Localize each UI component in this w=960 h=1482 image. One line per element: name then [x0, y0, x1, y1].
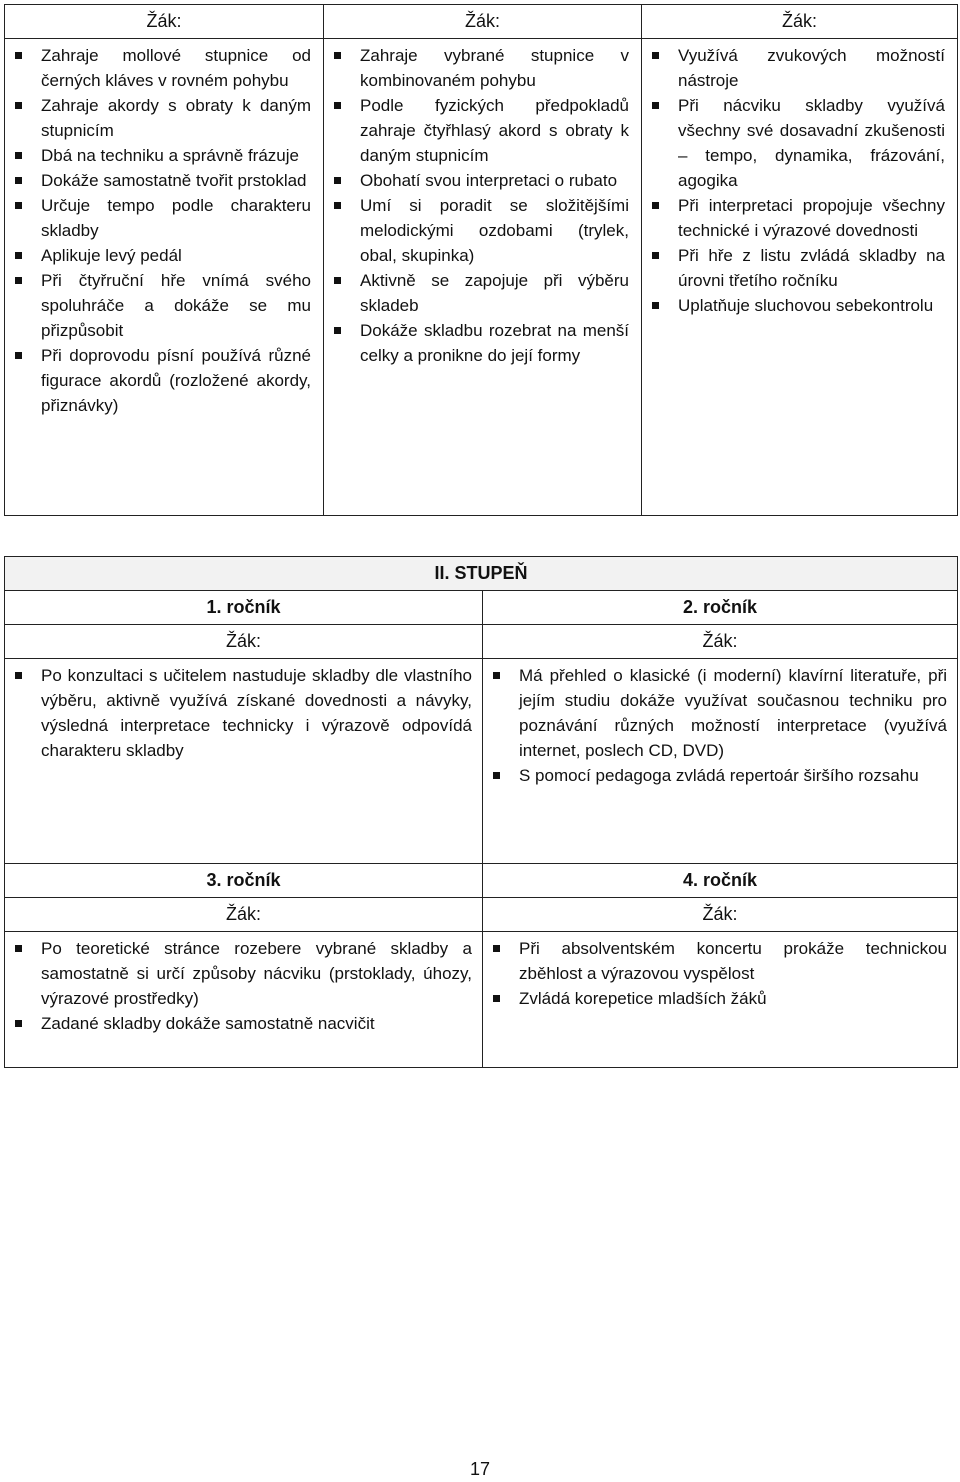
- column-3-header: Žák:: [642, 5, 958, 39]
- page-number: 17: [469, 1459, 491, 1479]
- list-item: Při interpretaci propojuje všechny technické i výrazové dovednosti: [642, 193, 945, 243]
- list-item: Využívá zvukových možností nástroje: [642, 43, 945, 93]
- list-item: Podle fyzických předpokladů zahraje čtyřhlasý akord s obraty k daným stupnicím: [324, 93, 629, 168]
- list-item: Při absolventském koncertu prokáže technickou zběhlost a výrazovou vyspělost: [483, 936, 947, 986]
- column-2-list: [324, 43, 629, 368]
- year-3-list: [5, 936, 472, 1036]
- column-3-content: [642, 39, 958, 516]
- year-4-header: 4. ročník: [483, 864, 958, 898]
- column-2-content: [324, 39, 642, 516]
- column-1-header: Žák:: [5, 5, 324, 39]
- list-item: Zadané skladby dokáže samostatně nacvičit: [5, 1011, 472, 1036]
- year-3-student-label: Žák:: [5, 898, 483, 932]
- level-title: II. STUPEŇ: [5, 557, 958, 591]
- year-1-list: [5, 663, 472, 763]
- column-2-header: Žák:: [324, 5, 642, 39]
- column-1-list: [5, 43, 311, 418]
- list-item: Obohatí svou interpretaci o rubato: [324, 168, 629, 193]
- list-item: Dokáže samostatně tvořit prstoklad: [5, 168, 311, 193]
- list-item: Uplatňuje sluchovou sebekontrolu: [642, 293, 945, 318]
- year-3-content: [5, 932, 483, 1068]
- list-item: Při doprovodu písní používá různé figurace akordů (rozložené akordy, přiznávky): [5, 343, 311, 418]
- list-item: Zvládá korepetice mladších žáků: [483, 986, 947, 1011]
- year-2-header: 2. ročník: [483, 591, 958, 625]
- year-2-list: [483, 663, 947, 788]
- column-1-content: [5, 39, 324, 516]
- second-level-table: [4, 556, 958, 1068]
- list-item: Aplikuje levý pedál: [5, 243, 311, 268]
- year-4-list: [483, 936, 947, 1011]
- list-item: Určuje tempo podle charakteru skladby: [5, 193, 311, 243]
- column-3-list: [642, 43, 945, 318]
- year-4-content: [483, 932, 958, 1068]
- list-item: Při čtyřruční hře vnímá svého spoluhráče a dokáže se mu přizpůsobit: [5, 268, 311, 343]
- list-item: Aktivně se zapojuje při výběru skladeb: [324, 268, 629, 318]
- year-1-header: 1. ročník: [5, 591, 483, 625]
- year-1-content: [5, 659, 483, 864]
- list-item: Umí si poradit se složitějšími melodickými ozdobami (trylek, obal, skupinka): [324, 193, 629, 268]
- list-item: Dokáže skladbu rozebrat na menší celky a pronikne do její formy: [324, 318, 629, 368]
- year-4-student-label: Žák:: [483, 898, 958, 932]
- list-item: Zahraje vybrané stupnice v kombinovaném pohybu: [324, 43, 629, 93]
- list-item: S pomocí pedagoga zvládá repertoár širšího rozsahu: [483, 763, 947, 788]
- list-item: Zahraje akordy s obraty k daným stupnicím: [5, 93, 311, 143]
- year-3-header: 3. ročník: [5, 864, 483, 898]
- list-item: Po konzultaci s učitelem nastuduje skladby dle vlastního výběru, aktivně využívá získané dovednosti a návyky, výsledná interpretace technicky i výrazově odpovídá charakteru skladby: [5, 663, 472, 763]
- list-item: Při nácviku skladby využívá všechny své dosavadní zkušenosti – tempo, dynamika, frázování, agogika: [642, 93, 945, 193]
- list-item: Dbá na techniku a správně frázuje: [5, 143, 311, 168]
- list-item: Při hře z listu zvládá skladby na úrovni třetího ročníku: [642, 243, 945, 293]
- top-competency-table: [4, 4, 958, 516]
- list-item: Po teoretické stránce rozebere vybrané skladby a samostatně si určí způsoby nácviku (prstoklady, úhozy, výrazové prostředky): [5, 936, 472, 1011]
- year-1-student-label: Žák:: [5, 625, 483, 659]
- list-item: Zahraje mollové stupnice od černých kláves v rovném pohybu: [5, 43, 311, 93]
- year-2-content: [483, 659, 958, 864]
- list-item: Má přehled o klasické (i moderní) klavírní literatuře, při jejím studiu dokáže využívat současnou techniku pro poznávání různých možností interpretace (využívá internet, poslech CD, DVD): [483, 663, 947, 763]
- year-2-student-label: Žák:: [483, 625, 958, 659]
